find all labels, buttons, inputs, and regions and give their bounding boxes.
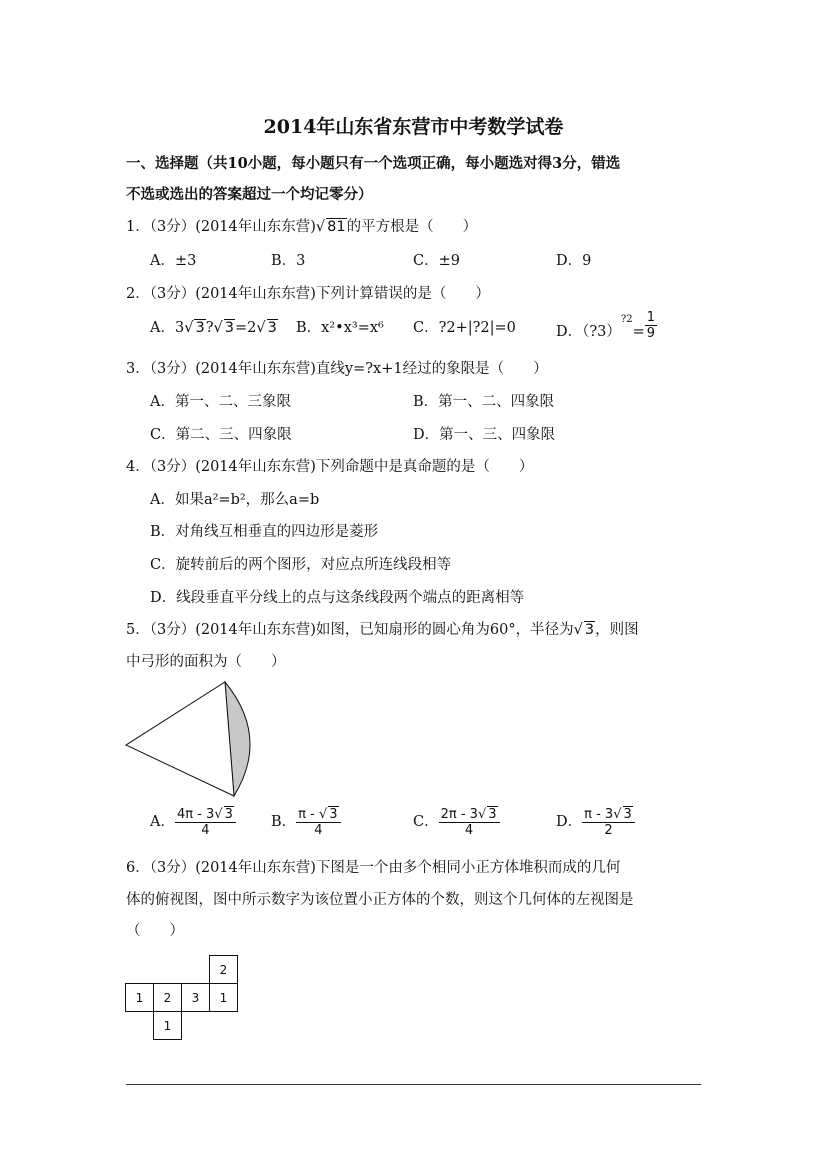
q4-option-b: B．对角线互相垂直的四边形是菱形 — [150, 524, 379, 540]
q1-suffix: 的平方根是（ ） — [346, 219, 478, 235]
grid-cell: 2 — [210, 956, 238, 984]
sqrt-sign: √ — [315, 219, 326, 235]
q4-option-c: C．旋转前后的两个图形，对应点所连线段相等 — [150, 557, 452, 573]
section-heading-line2: 不选或选出的答案超过一个均记零分） — [126, 186, 373, 203]
page-title: 2014年山东省东营市中考数学试卷 — [263, 116, 564, 138]
question-1-stem — [126, 215, 477, 236]
q2-option-b: B．x²•x³=x⁶ — [296, 320, 384, 336]
question-5-stem-line1: 5．（3分）(2014年山东东营)如图，已知扇形的圆心角为60°，半径为√ 3，则图 — [126, 622, 639, 638]
question-2-stem: 2．（3分）(2014年山东东营)下列计算错误的是（ ） — [126, 286, 490, 302]
question-4-stem: 4．（3分）(2014年山东东营)下列命题中是真命题的是（ ） — [126, 459, 534, 475]
q2-option-a: A．3√ 3?√ 3=2√ 3 — [150, 320, 277, 336]
question-6-stem-line1: 6．（3分）(2014年山东东营)下图是一个由多个相同小正方体堆积而成的几何 — [126, 860, 621, 876]
q1-option-a: A．±3 — [150, 253, 197, 269]
top-view-grid — [125, 955, 238, 1040]
q2-option-c: C．?2+|?2|=0 — [413, 320, 516, 336]
question-6-stem-line2: 体的俯视图，图中所示数字为该位置小正方体的个数，则这个几何体的左视图是 — [126, 892, 634, 908]
q2-option-d: D．（?3）$^{?2}$= $\frac{1}{9}$ — [556, 310, 656, 341]
q5-option-b: B． $\frac{\pi - √ 3}{4}$ — [271, 806, 341, 838]
q2-d-fraction: $\frac{1}{9}$ — [646, 310, 656, 341]
q1-option-b: B．3 — [271, 253, 306, 269]
grid-cell: 3 — [182, 984, 210, 1012]
q1-option-c: C．±9 — [413, 253, 460, 269]
grid-cell: 2 — [154, 984, 182, 1012]
q4-option-d: D．线段垂直平分线上的点与这条线段两个端点的距离相等 — [150, 590, 525, 606]
grid-cell: 1 — [126, 984, 154, 1012]
footer-divider — [126, 1084, 701, 1085]
q1-option-d: D．9 — [556, 253, 592, 269]
q3-option-d: D．第一、三、四象限 — [413, 427, 556, 443]
sector-figure — [120, 675, 260, 805]
q1-prefix: 1．（3分）(2014年山东东营) — [126, 219, 316, 235]
q1-radicand: 81 — [327, 219, 346, 235]
question-5-stem-line2: 中弓形的面积为（ ） — [126, 654, 286, 670]
grid-cell: 1 — [210, 984, 238, 1012]
question-6-stem-line3: （ ） — [126, 923, 184, 939]
q3-option-a: A．第一、二、三象限 — [150, 394, 291, 410]
q3-option-c: C．第二、三、四象限 — [150, 427, 292, 443]
q3-option-b: B．第一、二、四象限 — [413, 394, 555, 410]
q5-option-d: D． $\frac{\pi - 3√ 3}{2}$ — [556, 806, 635, 838]
q4-option-a: A．如果a²=b²，那么a=b — [150, 492, 320, 508]
question-3-stem: 3．（3分）(2014年山东东营)直线y=?x+1经过的象限是（ ） — [126, 361, 548, 377]
q5-option-c: C． $\frac{2\pi - 3√ 3}{4}$ — [413, 806, 500, 838]
triangle-outline — [126, 682, 234, 796]
grid-cell: 1 — [154, 1012, 182, 1040]
section-heading-line1: 一、选择题（共10小题，每小题只有一个选项正确，每小题选对得3分，错选 — [126, 155, 621, 172]
q5-option-a: A． $\frac{4\pi - 3√ 3}{4}$ — [150, 806, 236, 838]
